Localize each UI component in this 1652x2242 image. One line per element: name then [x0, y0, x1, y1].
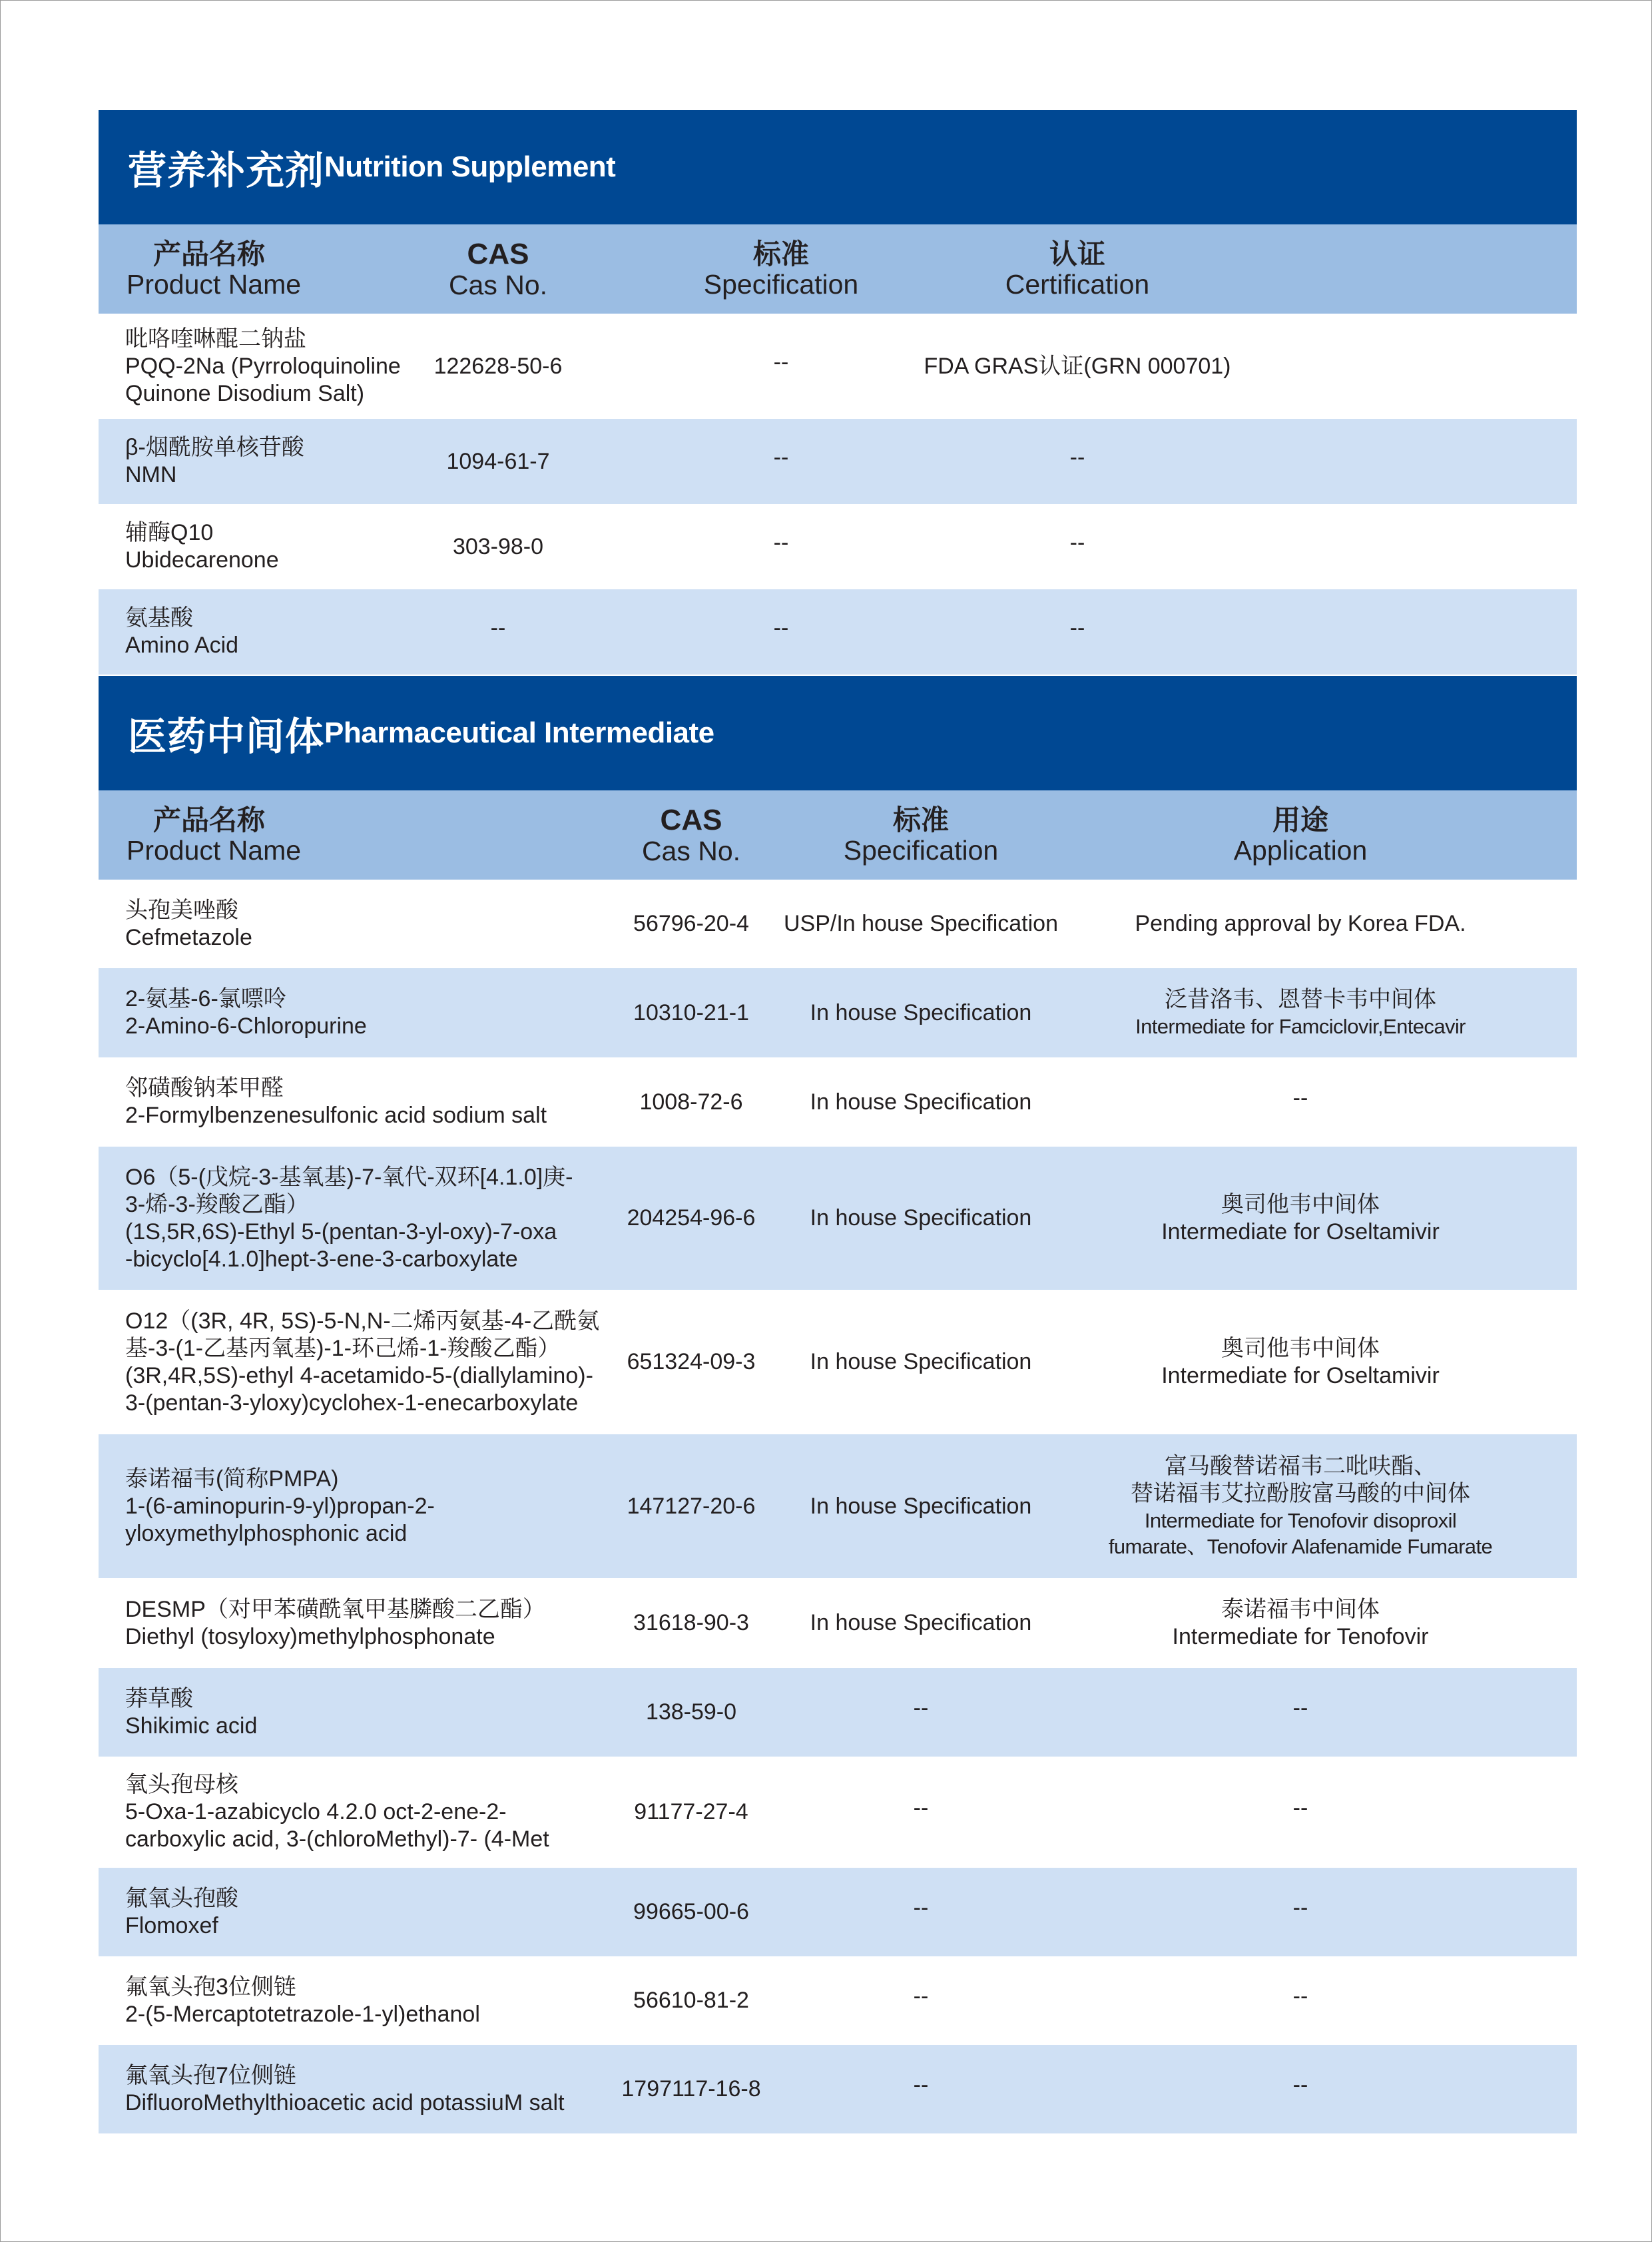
application-value: --	[1292, 1795, 1308, 1821]
nutrition-title-en: Nutrition Supplement	[324, 150, 616, 183]
pharma-header-app-zh: 用途	[1272, 804, 1328, 837]
spec-value: In house Specification	[810, 999, 1032, 1025]
header-cert-zh: 认证	[1049, 238, 1105, 271]
spec-cell	[748, 2072, 1094, 2103]
pharma-banner	[99, 676, 1577, 790]
cell-line: DifluoroMethylthioacetic acid potassiuM salt	[125, 2090, 565, 2115]
spec-cell	[748, 910, 1094, 938]
cell-line: β-烟酰胺单核苷酸	[125, 435, 304, 460]
application-cell	[1101, 1191, 1500, 1246]
cell-line: Amino Acid	[125, 633, 239, 658]
application-value: --	[1292, 1085, 1308, 1111]
cell-line: 5-Oxa-1-azabicyclo 4.2.0 oct-2-ene-2-	[125, 1799, 507, 1824]
table-row	[99, 1868, 1577, 1956]
spec-cell	[748, 1205, 1094, 1232]
cas-cell: 138-59-0	[645, 1699, 737, 1725]
cell-line: O12（(3R, 4R, 5S)-5-N,N-二烯丙氨基-4-乙酰氨	[125, 1308, 600, 1334]
pharma-header-specification	[748, 805, 1094, 865]
cas-cell: 303-98-0	[452, 533, 544, 559]
cell-line: Quinone Disodium Salt)	[125, 380, 365, 406]
header-cas-label: CAS	[467, 238, 529, 271]
cell-line: NMN	[125, 462, 177, 487]
cell-line: Ubidecarenone	[125, 547, 279, 573]
cell-line: 替诺福韦艾拉酚胺富马酸的中间体	[1131, 1481, 1470, 1506]
header-cert-en: Certification	[1005, 268, 1150, 300]
spec-value: --	[773, 444, 789, 470]
cert-value: FDA GRAS认证(GRN 000701)	[924, 353, 1231, 379]
cell-line: 泰诺福韦中间体	[1221, 1596, 1380, 1622]
spec-value: --	[913, 1795, 929, 1821]
pharmaceutical-intermediate-section	[99, 676, 1577, 2133]
spec-value: --	[913, 1695, 929, 1721]
header-product-name-en: Product Name	[127, 268, 302, 300]
spec-value: --	[773, 349, 789, 375]
nutrition-column-header	[99, 224, 1577, 314]
cell-line: 氟氧头孢酸	[125, 1885, 238, 1911]
cell-line: 奥司他韦中间体	[1221, 1335, 1380, 1361]
header-cas-no: Cas No.	[448, 269, 548, 300]
cell-line: yloxymethylphosphonic acid	[125, 1520, 408, 1546]
application-cell	[1101, 1596, 1500, 1651]
spec-cell	[748, 1348, 1094, 1376]
spec-value: In house Specification	[810, 1089, 1032, 1115]
table-row	[99, 1434, 1577, 1578]
cell-line: Intermediate for Famciclovir,Entecavir	[1135, 1015, 1466, 1038]
cell-line: 氨基酸	[125, 605, 193, 631]
spec-cell	[748, 1609, 1094, 1637]
pharma-title-en: Pharmaceutical Intermediate	[324, 716, 714, 749]
cas-cell: 31618-90-3	[633, 1610, 749, 1635]
application-cell	[1101, 1453, 1500, 1559]
cell-line: 辅酶Q10	[125, 520, 214, 545]
spec-value: In house Specification	[810, 1610, 1032, 1635]
cell-line: 2-Formylbenzenesulfonic acid sodium salt	[125, 1103, 547, 1128]
cell-line: (1S,5R,6S)-Ethyl 5-(pentan-3-yl-oxy)-7-oxa	[125, 1219, 557, 1245]
cell-line: 2-氨基-6-氯嘌呤	[125, 986, 286, 1011]
application-value: --	[1292, 1895, 1308, 1920]
application-cell	[1101, 1895, 1500, 1926]
table-row	[99, 1290, 1577, 1434]
cell-line: 奥司他韦中间体	[1221, 1191, 1380, 1217]
cell-line: 氟氧头孢7位侧链	[125, 2062, 296, 2088]
table-row	[99, 880, 1577, 968]
application-cell	[1101, 2072, 1500, 2103]
cas-cell: 1094-61-7	[446, 448, 550, 474]
cell-line: 3-烯-3-羧酸乙酯）	[125, 1191, 309, 1217]
spec-cell	[748, 1795, 1094, 1826]
application-value: --	[1292, 1695, 1308, 1721]
cas-cell: 122628-50-6	[433, 353, 563, 379]
nutrition-title-zh: 营养补充剂	[128, 148, 325, 193]
pharma-title-zh: 医药中间体	[128, 714, 325, 759]
cell-line: carboxylic acid, 3-(chloroMethyl)-7- (4-Met	[125, 1826, 549, 1852]
header-spec-zh: 标准	[752, 238, 809, 271]
header-spec-en: Specification	[703, 268, 859, 300]
table-row	[99, 1057, 1577, 1147]
cert-cell	[811, 529, 1344, 561]
spec-value: --	[773, 615, 789, 641]
cas-cell: 91177-27-4	[634, 1799, 748, 1824]
pharma-header-spec-zh: 标准	[892, 804, 949, 837]
spec-cell	[748, 1895, 1094, 1926]
cell-line: 氧头孢母核	[125, 1772, 238, 1797]
table-row	[99, 968, 1577, 1057]
header-product-name-zh: 产品名称	[153, 238, 266, 271]
cell-line: DESMP（对甲苯磺酰氧甲基膦酸二乙酯）	[125, 1596, 545, 1622]
cert-cell	[811, 444, 1344, 475]
cell-line: 头孢美唑酸	[125, 897, 238, 923]
cas-cell: 56796-20-4	[633, 911, 749, 936]
cell-line: Pending approval by Korea FDA.	[1135, 911, 1466, 936]
table-row	[99, 1147, 1577, 1290]
nutrition-table-body	[99, 314, 1577, 675]
spec-value: In house Specification	[810, 1349, 1032, 1374]
cell-line: 2-(5-Mercaptotetrazole-1-yl)ethanol	[125, 2001, 480, 2027]
table-row	[99, 2045, 1577, 2133]
cert-cell	[811, 615, 1344, 646]
pharma-header-name-en: Product Name	[127, 834, 302, 866]
spec-cell	[748, 1695, 1094, 1726]
cas-cell: 1008-72-6	[639, 1089, 743, 1115]
cert-value: --	[1069, 615, 1085, 641]
cell-line: 富马酸替诺福韦二吡呋酯、	[1165, 1454, 1436, 1479]
cell-line: Shikimic acid	[125, 1713, 258, 1739]
spec-value: --	[913, 1895, 929, 1920]
cas-cell: 56610-81-2	[633, 1988, 749, 2013]
cell-line: fumarate、Tenofovir Alafenamide Fumarate	[1108, 1535, 1493, 1558]
spec-value: In house Specification	[810, 1493, 1032, 1519]
cell-line: Intermediate for Oseltamivir	[1161, 1362, 1440, 1388]
spec-cell	[748, 999, 1094, 1027]
cas-cell: 10310-21-1	[633, 999, 749, 1025]
cell-line: 氟氧头孢3位侧链	[125, 1974, 296, 2000]
spec-cell	[748, 1493, 1094, 1520]
application-cell	[1101, 1984, 1500, 2014]
pharma-table-body	[99, 880, 1577, 2133]
pharma-header-cas-no: Cas No.	[641, 835, 741, 866]
spec-cell	[748, 1984, 1094, 2014]
cell-line: (3R,4R,5S)-ethyl 4-acetamido-5-(diallylamino)-	[125, 1362, 593, 1388]
cell-line: -bicyclo[4.1.0]hept-3-ene-3-carboxylate	[125, 1246, 518, 1272]
pharma-header-app-en: Application	[1233, 834, 1368, 866]
cell-line: 莽草酸	[125, 1685, 193, 1711]
application-cell	[1101, 1695, 1500, 1726]
spec-value: --	[913, 2072, 929, 2098]
cell-line: PQQ-2Na (Pyrroloquinoline	[125, 353, 401, 379]
nutrition-supplement-section	[99, 110, 1577, 675]
pharma-column-header	[99, 790, 1577, 880]
cell-line: 泛昔洛韦、恩替卡韦中间体	[1165, 987, 1436, 1012]
cert-value: --	[1069, 529, 1085, 555]
table-row	[99, 314, 1577, 419]
table-row	[99, 419, 1577, 504]
application-cell	[1101, 1795, 1500, 1826]
table-row	[99, 1578, 1577, 1668]
application-cell	[1101, 986, 1500, 1039]
table-row	[99, 1668, 1577, 1757]
spec-value: USP/In house Specification	[783, 911, 1059, 936]
cell-line: Intermediate for Oseltamivir	[1161, 1219, 1440, 1245]
cert-value: --	[1069, 444, 1085, 470]
cell-line: Flomoxef	[125, 1912, 218, 1938]
table-row	[99, 589, 1577, 675]
application-cell	[1101, 1335, 1500, 1390]
pharma-header-name-zh: 产品名称	[153, 804, 266, 837]
cell-line: 1-(6-aminopurin-9-yl)propan-2-	[125, 1493, 435, 1519]
application-cell	[1101, 910, 1500, 938]
cell-line: 基-3-(1-乙基丙氧基)-1-环己烯-1-羧酸乙酯）	[125, 1335, 561, 1361]
cas-cell: 1797117-16-8	[621, 2076, 761, 2102]
table-row	[99, 1757, 1577, 1868]
cas-cell: 204254-96-6	[627, 1205, 756, 1231]
cell-line: 邻磺酸钠苯甲醛	[125, 1075, 284, 1101]
cas-cell: 147127-20-6	[627, 1493, 756, 1519]
nutrition-banner	[99, 110, 1577, 224]
pharma-header-spec-en: Specification	[843, 834, 999, 866]
application-value: --	[1292, 2072, 1308, 2098]
pharma-header-cas-label: CAS	[660, 804, 722, 837]
spec-value: --	[773, 529, 789, 555]
cell-line: 吡咯喹啉醌二钠盐	[125, 326, 306, 352]
cell-line: 2-Amino-6-Chloropurine	[125, 1013, 367, 1039]
cas-cell: 651324-09-3	[627, 1349, 756, 1374]
cell-line: 泰诺福韦(简称PMPA)	[125, 1466, 339, 1492]
cell-line: Diethyl (tosyloxy)methylphosphonate	[125, 1623, 495, 1649]
table-row	[99, 504, 1577, 589]
cell-line: Intermediate for Tenofovir disoproxil	[1144, 1509, 1457, 1532]
application-cell	[1101, 1085, 1500, 1116]
spec-value: In house Specification	[810, 1205, 1032, 1231]
application-value: --	[1292, 1984, 1308, 2009]
cell-line: 3-(pentan-3-yloxy)cyclohex-1-enecarboxylate	[125, 1390, 579, 1416]
spec-value: --	[913, 1984, 929, 2009]
cell-line: Cefmetazole	[125, 924, 252, 950]
header-certification	[811, 239, 1344, 299]
cas-cell: --	[490, 615, 506, 641]
spec-cell	[748, 1089, 1094, 1116]
cas-cell: 99665-00-6	[633, 1899, 749, 1924]
pharma-header-application	[1101, 805, 1500, 865]
table-row	[99, 1956, 1577, 2045]
cell-line: Intermediate for Tenofovir	[1172, 1623, 1429, 1649]
cell-line: O6（5-(戊烷-3-基氧基)-7-氧代-双环[4.1.0]庚-	[125, 1164, 573, 1190]
cert-cell	[811, 353, 1344, 380]
